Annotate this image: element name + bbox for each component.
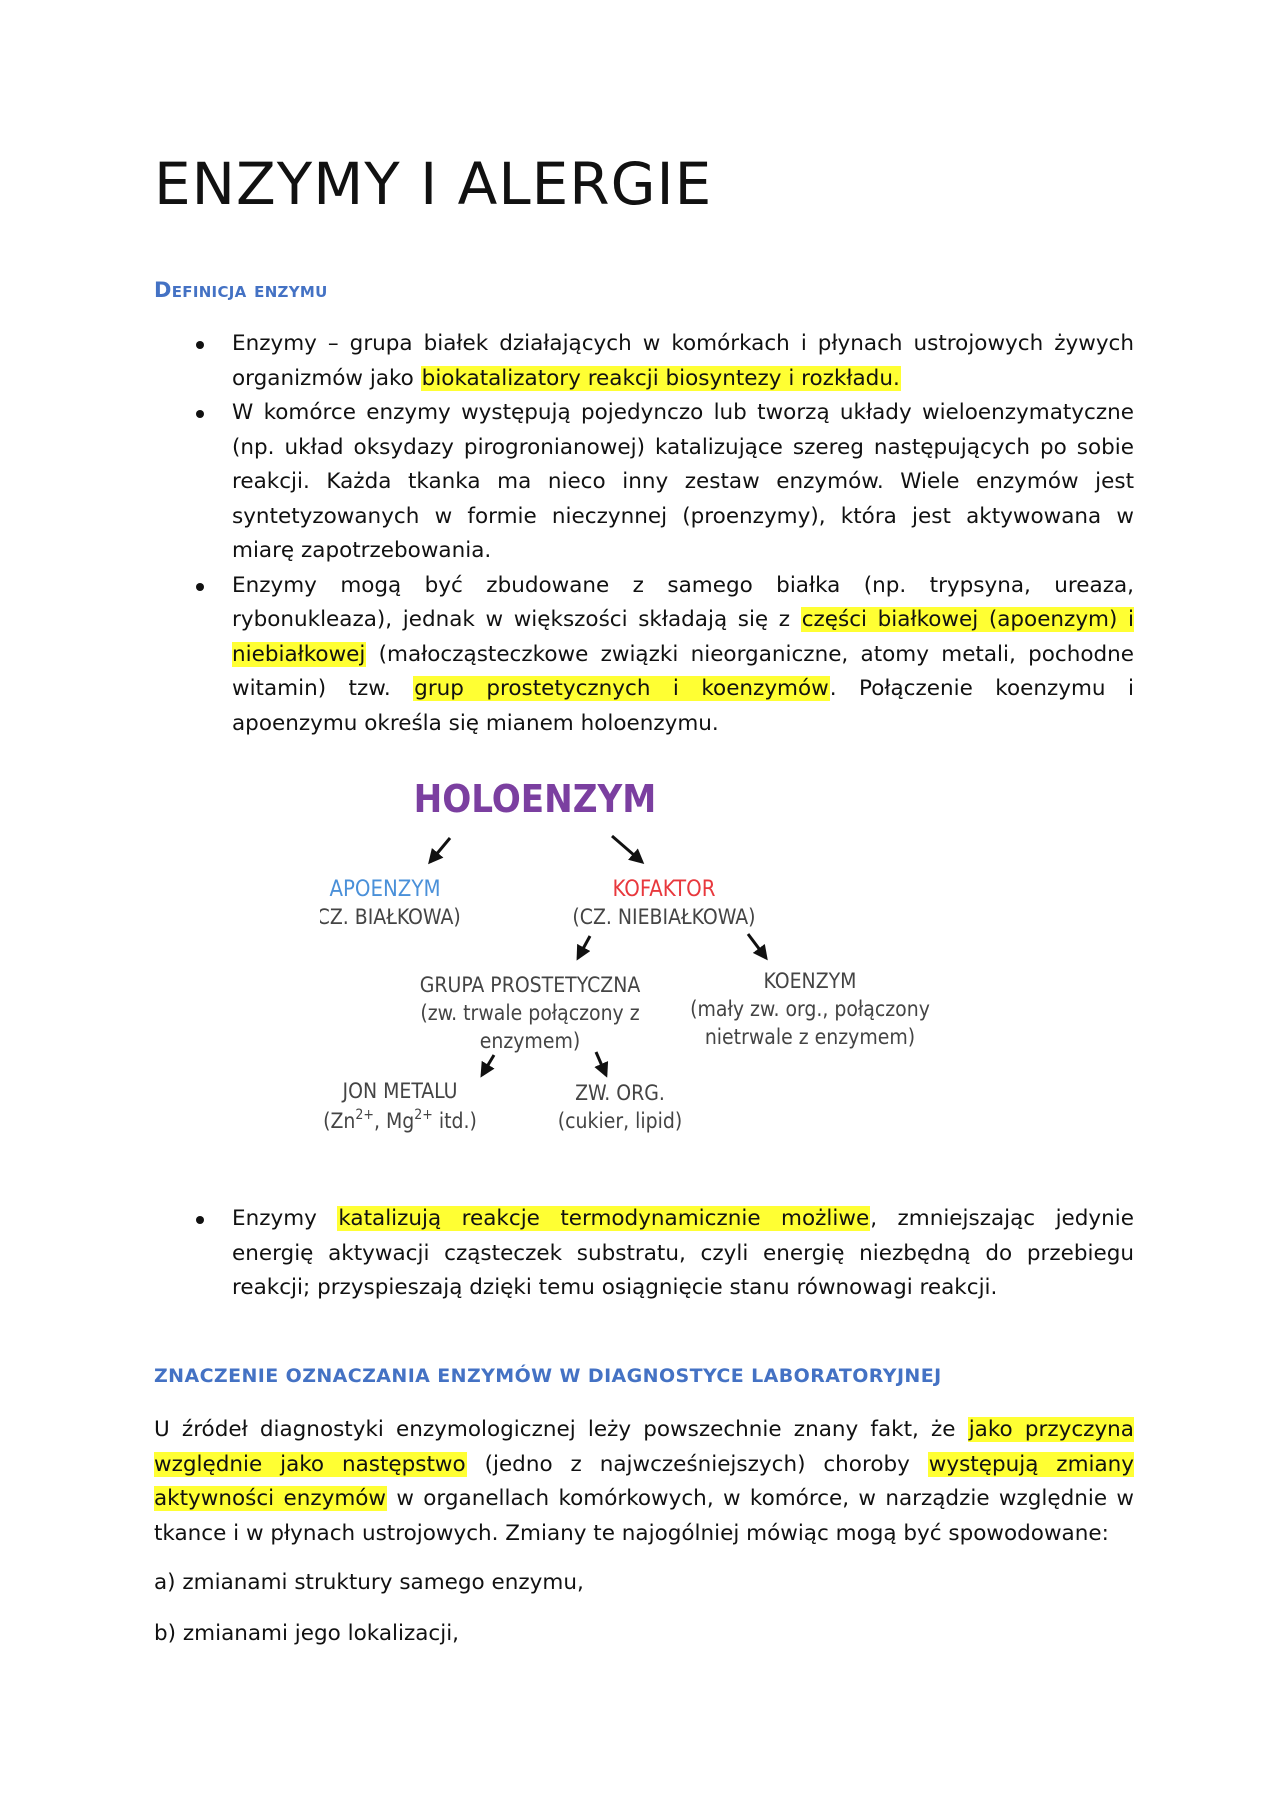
diagram-jon-sub: ($Zn^{2+}$, $Mg^{2+}$ itd.) xyxy=(323,1107,477,1133)
diagram-kofaktor-sub: (CZ. NIEBIAŁKOWA) xyxy=(572,905,756,929)
highlight: grup prostetycznych i koenzymów xyxy=(414,676,829,701)
arrow-icon xyxy=(578,936,590,958)
diagnostics-paragraph: U źródeł diagnostyki enzymologicznej leży powszechnie znany fakt, że jako przyczyna względnie jako następstwo (jedno z najwcześniejszych) choroby występują zmiany aktywności enzymów w organellach komórkowych, w komórce, w narządzie względnie w tkance i w płynach ustrojowych. Zmiany te najogólniej mówiąc mogą być spowodowane: xyxy=(154,1417,1135,1546)
bullet-dot-icon xyxy=(196,1216,204,1224)
diagram-apoenzym-sub: (CZ. BIAŁKOWA) xyxy=(320,905,461,929)
definition-bullet-list-2 xyxy=(154,1202,1134,1306)
bullet-dot-icon xyxy=(196,341,204,349)
diagram-grupa-sub2: enzymem) xyxy=(479,1029,581,1053)
bullet-item: Enzymy mogą być zbudowane z samego białka (np. trypsyna, ureaza, rybonukleaza), jednak w większości składają się z części białkowej (apoenzym) i niebiałkowej (małocząsteczkowe związki nieorganiczne, atomy metali, pochodne witamin) tzw. grup prostetycznych i koenzymów. Połączenie koenzymu i apoenzymu określa się mianem holoenzymu. xyxy=(154,569,1134,742)
diagram-grupa-sub1: (zw. trwale połączony z xyxy=(420,1001,640,1025)
section-heading-diagnostics: ZNACZENIE OZNACZANIA ENZYMÓW W DIAGNOSTYCE LABORATORYJNEJ xyxy=(154,1365,942,1387)
arrow-icon xyxy=(612,836,642,862)
diagram-zw-label: ZW. ORG. xyxy=(575,1081,665,1105)
diagram-koenzym-sub1: (mały zw. org., połączony xyxy=(690,997,930,1021)
bullet-dot-icon xyxy=(196,410,204,418)
bullet-item: Enzymy – grupa białek działających w komórkach i płynach ustrojowych żywych organizmów jako biokatalizatory reakcji biosyntezy i rozkładu. xyxy=(154,327,1134,396)
diagram-koenzym-sub2: nietrwale z enzymem) xyxy=(704,1025,916,1049)
highlight: jako przyczyna względnie jako następstwo xyxy=(154,1417,1134,1477)
list-item-a: a) zmianami struktury samego enzymu, xyxy=(154,1570,584,1595)
arrow-icon xyxy=(430,838,450,862)
diagram-root-label: HOLOENZYM xyxy=(413,777,657,821)
diagram-kofaktor-label: KOFAKTOR xyxy=(612,877,716,902)
highlight: części białkowej (apoenzym) i niebiałkowej xyxy=(232,607,1134,667)
section-heading-definition: Definicja enzymu xyxy=(154,278,328,302)
highlight: biokatalizatory reakcji biosyntezy i rozkładu. xyxy=(421,365,900,391)
diagram-grupa-label: GRUPA PROSTETYCZNA xyxy=(419,973,641,997)
arrow-icon xyxy=(748,934,766,958)
holoenzyme-diagram xyxy=(320,770,960,1150)
document-title: ENZYMY I ALERGIE xyxy=(154,150,713,218)
diagram-apoenzym-label: APOENZYM xyxy=(329,877,441,902)
arrow-icon xyxy=(482,1055,494,1075)
diagram-jon-label: JON METALU xyxy=(342,1079,458,1103)
diagram-zw-sub: (cukier, lipid) xyxy=(557,1109,683,1133)
bullet-dot-icon xyxy=(196,583,204,591)
list-item-b: b) zmianami jego lokalizacji, xyxy=(154,1621,460,1646)
arrow-icon xyxy=(596,1052,606,1075)
bullet-item: W komórce enzymy występują pojedynczo lub tworzą układy wieloenzymatyczne (np. układ oksydazy pirogronianowej) katalizujące szereg następujących po sobie reakcji. Każda tkanka ma nieco inny zestaw enzymów. Wiele enzymów jest syntetyzowanych w formie nieczynnej (proenzymy), która jest aktywowana w miarę zapotrzebowania. xyxy=(154,396,1134,569)
diagram-koenzym-label: KOENZYM xyxy=(763,969,857,993)
definition-bullet-list xyxy=(154,327,1134,741)
highlight: katalizują reakcje termodynamicznie możliwe xyxy=(338,1206,870,1231)
bullet-item: Enzymy katalizują reakcje termodynamicznie możliwe, zmniejszając jedynie energię aktywacji cząsteczek substratu, czyli energię niezbędną do przebiegu reakcji; przyspieszają dzięki temu osiągnięcie stanu równowagi reakcji. xyxy=(154,1202,1134,1306)
highlight: występują zmiany aktywności enzymów xyxy=(154,1451,1135,1511)
